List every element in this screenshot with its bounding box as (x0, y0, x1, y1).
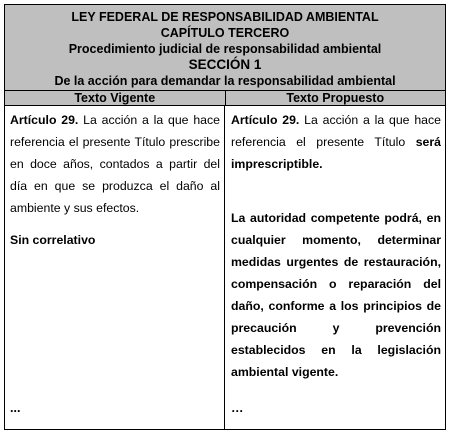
column-header-current: Texto Vigente (5, 91, 226, 105)
proposed-article-bold: será imprescriptible. (231, 135, 441, 171)
column-header-proposed: Texto Propuesto (286, 91, 385, 105)
table-body (5, 106, 445, 429)
current-text-cell (5, 106, 225, 429)
proposed-article-paragraph (231, 109, 441, 175)
law-title: LEY FEDERAL DE RESPONSABILIDAD AMBIENTAL (71, 10, 379, 24)
proposed-text-cell (225, 106, 445, 429)
section-subtitle: De la acción para demandar la responsabilidad ambiental (54, 74, 396, 88)
no-correlative-label: Sin correlativo (10, 233, 96, 247)
column-headers (5, 91, 445, 106)
table-header (5, 5, 445, 91)
comparison-table (4, 4, 446, 430)
section-title: SECCIÓN 1 (188, 57, 262, 72)
proposed-article-label: Artículo 29. (231, 113, 300, 127)
chapter-title: CAPÍTULO TERCERO (160, 26, 290, 40)
current-article-text: La acción a la que hace referencia el presente Título prescribe en doce años, contados a partir del día en que se produzca el daño al ambiente y sus efectos. (10, 113, 220, 215)
current-ellipsis: ... (10, 401, 21, 415)
procedure-title: Procedimiento judicial de responsabilidad ambiental (68, 42, 382, 56)
current-article-paragraph (10, 109, 220, 219)
proposed-ellipsis: … (231, 401, 244, 415)
proposed-article-text: La acción a la que hace referencia el presente Título (231, 113, 441, 149)
proposed-new-paragraph: La autoridad competente podrá, en cualquier momento, determinar medidas urgentes de restauración, compensación o reparación del daño, conforme a los principios de precaución y prevención establecidos en la legislación ambiental vigente. (231, 211, 441, 379)
current-article-label: Artículo 29. (10, 113, 79, 127)
